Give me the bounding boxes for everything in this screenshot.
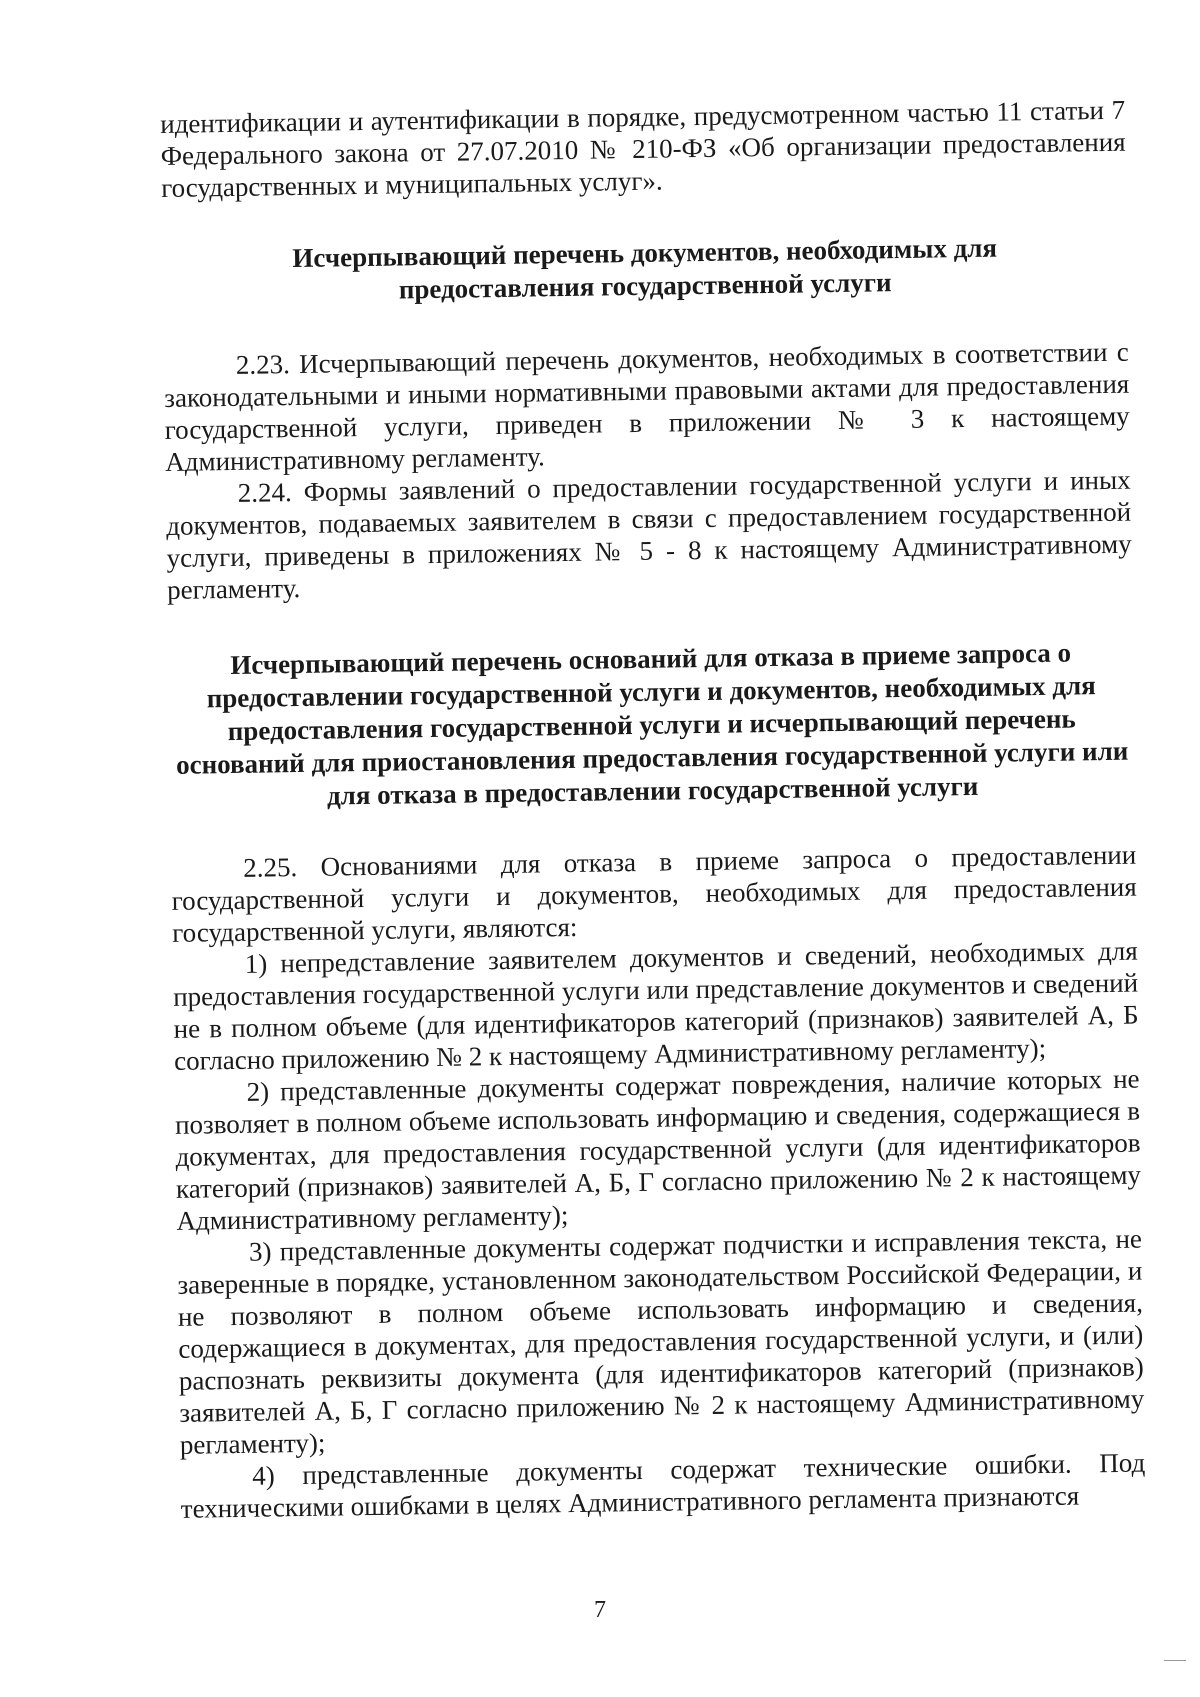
paragraph-2-25: 2.25. Основаниями для отказа в приеме запроса о предоставлении государственной услуги и документов, необходимых для предоставления государственной услуги, являются: <box>171 839 1137 948</box>
paragraph-2-23: 2.23. Исчерпывающий перечень документов, необходимых в соответствии с законодательными и иными нормативными правовыми актами для предоставления государственной услуги, приведен в приложении № 3 к настоящему Административному регламенту. <box>164 336 1130 477</box>
list-item-2: 2) представленные документы содержат повреждения, наличие которых не позволяет в полном объеме использовать информацию и сведения, содержащиеся в документах, для предоставления государственной услуги (для идентификаторов категорий (признаков) заявителей А, Б, Г согласно приложению № 2 к настоящему Административному регламенту); <box>174 1063 1142 1236</box>
page-number: 7 <box>594 1597 606 1623</box>
list-item-4: 4) представленные документы содержат технические ошибки. Под техническими ошибками в целях Административного регламента признаются <box>180 1447 1146 1524</box>
scan-margin-mark <box>1164 1660 1186 1661</box>
paragraph-2-24: 2.24. Формы заявлений о предоставлении государственной услуги и иных документов, подаваемых заявителем в связи с предоставлением государственной услуги, приведены в приложениях № 5 - 8 к настоящему Административному регламенту. <box>165 464 1132 605</box>
section-heading-documents: Исчерпывающий перечень документов, необходимых для предоставления государственной услуги <box>292 232 998 305</box>
section-heading-refusal-grounds: Исчерпывающий перечень оснований для отказа в приеме запроса о предоставлении государственной услуги и документов, необходимых для предоставления государственной услуги и исчерпывающий перечень оснований для приостановления предоставления государственной услуги или для отказа в предоставлении государственной услуги <box>175 637 1129 811</box>
list-item-1: 1) непредставление заявителем документов и сведений, необходимых для предоставления государственной услуги или представление документов и сведений не в полном объеме (для идентификаторов категорий (признаков) заявителей А, Б согласно приложению № 2 к настоящему Административному регламенту); <box>172 935 1139 1076</box>
intro-paragraph: идентификации и аутентификации в порядке, предусмотренном частью 11 статьи 7 Федерального закона от 27.07.2010 № 210-ФЗ «Об организации предоставления государственных и муниципальных услуг». <box>160 94 1126 203</box>
document-body <box>160 94 1146 1525</box>
list-item-3: 3) представленные документы содержат подчистки и исправления текста, не заверенные в порядке, установленном законодательством Российской Федерации, и не позволяют в полном объеме использовать информацию и сведения, содержащиеся в документах, для предоставления государственной услуги, и (или) распознать реквизиты документа (для идентификаторов категорий (признаков) заявителей А, Б, Г согласно приложению № 2 к настоящему Административному регламенту); <box>177 1223 1145 1460</box>
